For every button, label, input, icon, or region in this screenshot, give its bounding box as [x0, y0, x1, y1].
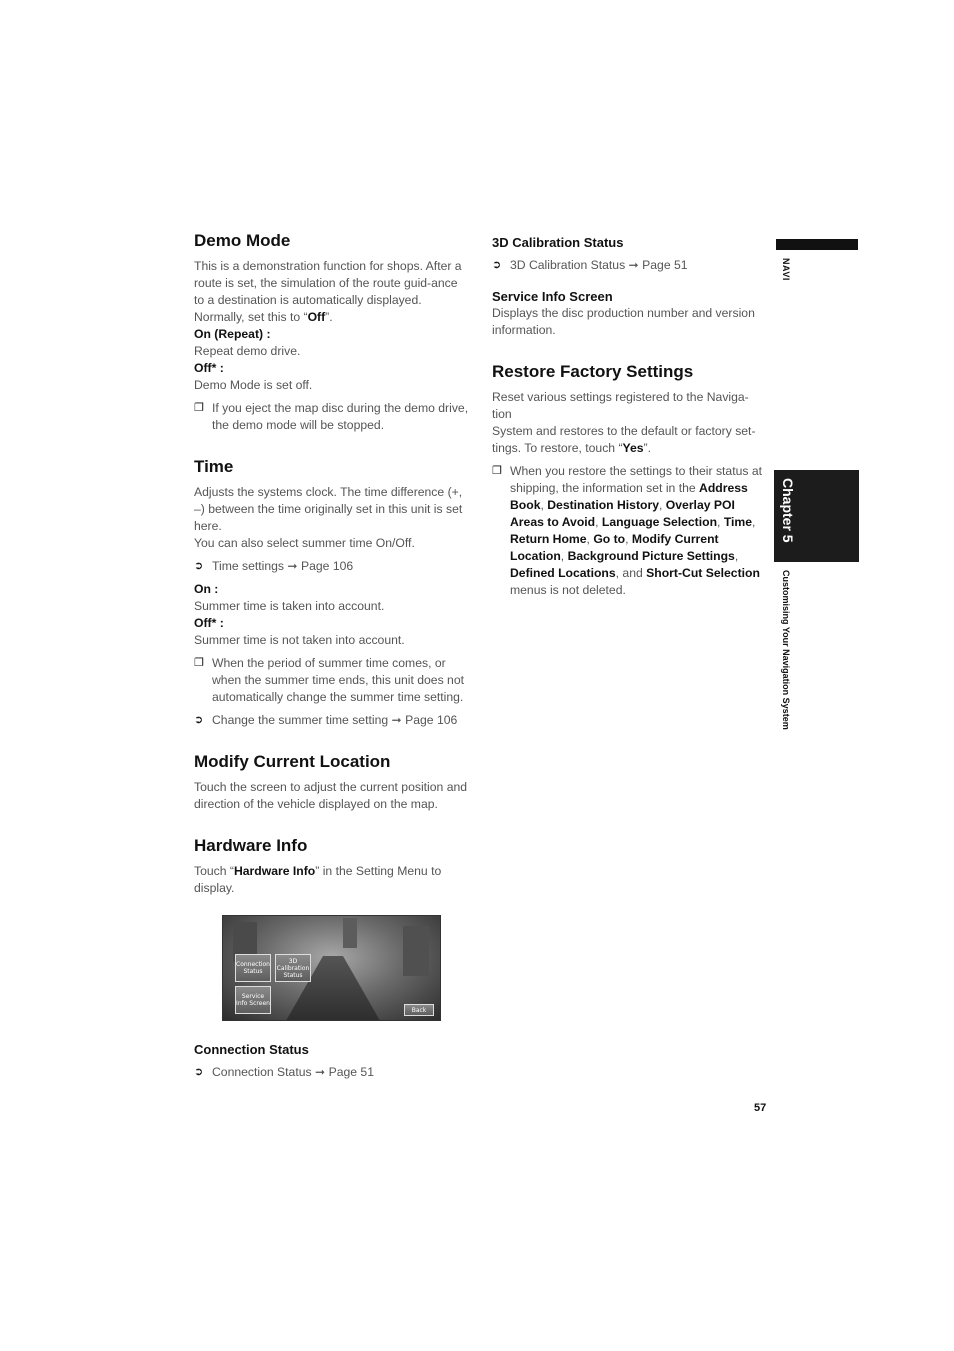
service-info-heading: Service Info Screen	[492, 289, 613, 304]
section-label: Customising Your Navigation System	[781, 570, 791, 730]
menu-item-language-selection: Language Selection	[601, 515, 718, 529]
menu-item-shortcut-selection: Short-Cut Selection	[646, 566, 760, 580]
menu-item-defined-locations: Defined Locations	[510, 566, 616, 580]
arrow-reference-icon: ➲	[194, 1066, 204, 1078]
demo-mode-note: ❐ If you eject the map disc during the demo drive, the demo mode will be stopped.	[194, 401, 469, 432]
menu-item-go-to: Go to	[593, 532, 626, 546]
menu-item-return-home: Return Home	[510, 532, 587, 546]
demo-on-label: On (Repeat) :	[194, 327, 271, 341]
demo-mode-heading: Demo Mode	[194, 231, 291, 250]
page-number: 57	[754, 1102, 767, 1114]
time-summer-text: You can also select summer time On/Off.	[194, 536, 415, 550]
restore-description: Reset various settings registered to the Naviga-tion	[492, 390, 749, 421]
demo-off-text: Demo Mode is set off.	[194, 378, 313, 392]
building-shape	[343, 918, 357, 948]
checkbox-note-icon: ❐	[194, 657, 204, 669]
time-off-label: Off* :	[194, 616, 224, 630]
modify-location-heading: Modify Current Location	[194, 752, 391, 771]
time-on-label: On :	[194, 582, 219, 596]
restore-note: ❐ When you restore the settings to their status at shipping, the information set in the Address Book, Destination History, Overlay POI Areas to Avoid, Language Selection, Time, Return Home, Go to, Modify Current Location, Background Picture Settings, Defined Locations, and Short-Cut Selection menus is not deleted.	[492, 464, 763, 597]
time-on-text: Summer time is taken into account.	[194, 599, 385, 613]
menu-item-address-book: Address Book	[510, 481, 748, 512]
time-note: ❐ When the period of summer time comes, or when the summer time ends, this unit does not automatically change the summer time setting.	[194, 656, 465, 704]
service-info-button[interactable]: Service Info Screen	[235, 986, 271, 1014]
hardware-info-heading: Hardware Info	[194, 836, 308, 855]
demo-mode-normal-setting: Normally, set this to “Off”.	[194, 310, 333, 324]
service-info-description: Displays the disc production number and version information.	[492, 306, 755, 337]
connection-status-reference: ➲ Connection Status ➞ Page 51	[194, 1065, 374, 1079]
calibration-status-reference: ➲ 3D Calibration Status ➞ Page 51	[492, 258, 688, 272]
time-description: Adjusts the systems clock. The time difference (+, –) between the time originally set in this unit is set here.	[194, 485, 463, 533]
navi-tab-bar	[776, 239, 858, 250]
demo-off-label: Off* :	[194, 361, 224, 375]
chapter-label: Chapter 5	[780, 478, 796, 543]
connection-status-button[interactable]: Connection Status	[235, 954, 271, 982]
menu-item-modify-location: Modify Current Location	[510, 532, 719, 563]
checkbox-note-icon: ❐	[194, 402, 204, 414]
demo-mode-description: This is a demonstration function for shops. After a route is set, the simulation of the route guid-ance to a destination is automatically displayed.	[194, 259, 462, 307]
time-heading: Time	[194, 457, 234, 476]
building-shape	[403, 926, 429, 976]
checkbox-note-icon: ❐	[492, 465, 502, 477]
time-off-text: Summer time is not taken into account.	[194, 633, 405, 647]
connection-status-section	[194, 1041, 470, 1081]
menu-item-background-picture: Background Picture Settings	[567, 549, 735, 563]
calibration-status-button[interactable]: 3D Calibration Status	[275, 954, 311, 982]
arrow-reference-icon: ➲	[194, 560, 204, 572]
arrow-reference-icon: ➲	[492, 259, 502, 271]
arrow-reference-icon: ➲	[194, 714, 204, 726]
navi-label: NAVI	[781, 258, 791, 281]
menu-item-overlay-poi: Overlay POI Areas to Avoid	[510, 498, 735, 529]
restore-heading: Restore Factory Settings	[492, 362, 694, 381]
hardware-info-screenshot	[222, 915, 441, 1021]
menu-item-destination-history: Destination History	[547, 498, 659, 512]
left-column	[194, 230, 470, 897]
restore-instruction: System and restores to the default or factory set-tings. To restore, touch “Yes”.	[492, 424, 756, 455]
menu-item-time: Time	[723, 515, 753, 529]
calibration-status-heading: 3D Calibration Status	[492, 235, 624, 250]
hardware-info-description: Touch “Hardware Info” in the Setting Menu to display.	[194, 864, 442, 895]
connection-status-heading: Connection Status	[194, 1042, 309, 1057]
summer-time-reference: ➲ Change the summer time setting ➞ Page 106	[194, 713, 458, 727]
time-settings-reference: ➲ Time settings ➞ Page 106	[194, 559, 354, 573]
back-button[interactable]: Back	[404, 1004, 434, 1016]
demo-on-text: Repeat demo drive.	[194, 344, 301, 358]
modify-location-description: Touch the screen to adjust the current position and direction of the vehicle displayed on the map.	[194, 780, 468, 811]
right-column	[492, 230, 766, 599]
